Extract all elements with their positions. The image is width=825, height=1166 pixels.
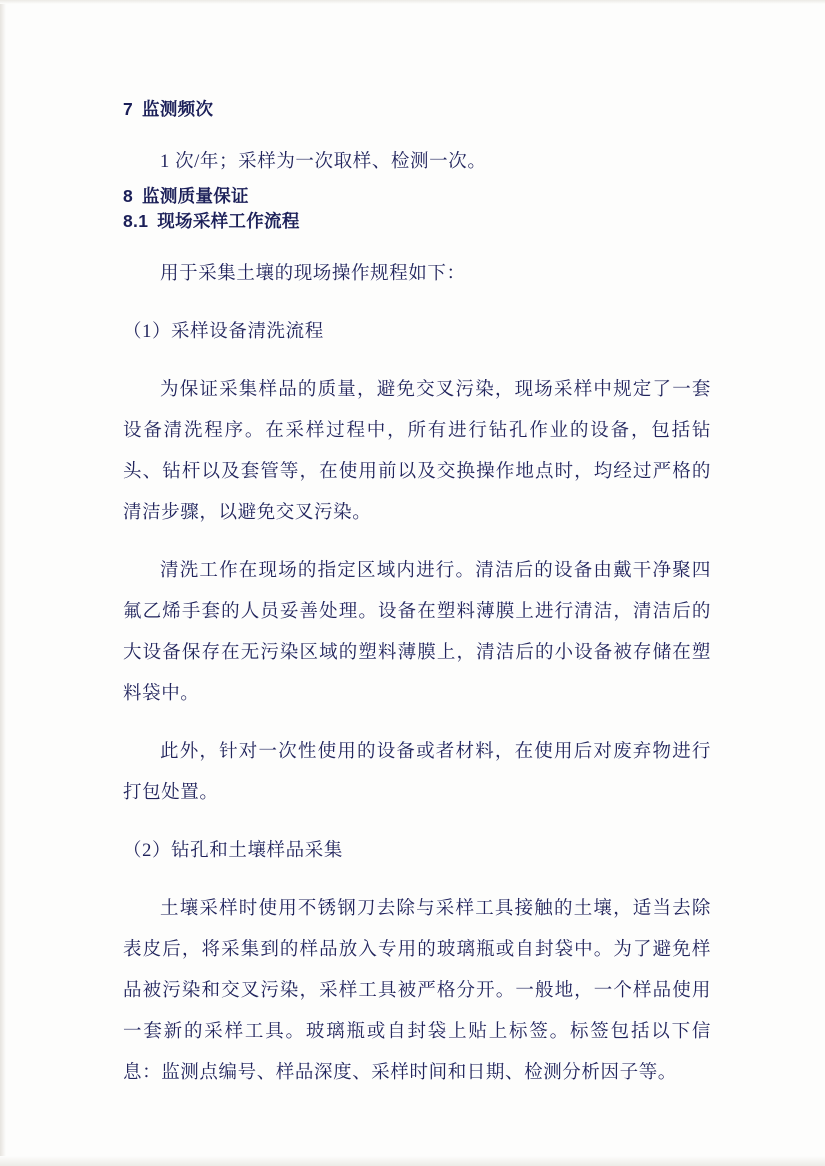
paragraph-8-1-1: 用于采集土壤的现场操作规程如下：	[160, 264, 466, 284]
item-1-paragraph-1: 为保证采集样品的质量，避免交叉污染，现场采样中规定了一套设备清洗程序。在采样过程中，所有进行钻孔作业的设备，包括钻头、钻杆以及套管等，在使用前以及交换操作地点时，均经过严格的清洁步骤，以避免交叉污染。	[123, 380, 711, 523]
section-number-8-1: 8.1	[123, 211, 149, 231]
item-label-1: （1）采样设备清洗流程	[123, 322, 324, 342]
section-title-8: 监测质量保证	[142, 186, 249, 206]
section-title-8-1: 现场采样工作流程	[157, 211, 300, 231]
page-content	[123, 96, 711, 1094]
section-heading-7	[123, 96, 711, 121]
section-number-7: 7	[123, 99, 134, 119]
item-1-paragraph-2: 清洗工作在现场的指定区域内进行。清洁后的设备由戴干净聚四氟乙烯手套的人员妥善处理。设备在塑料薄膜上进行清洁，清洁后的大设备保存在无污染区域的塑料薄膜上，清洁后的小设备被存储在塑料袋中。	[123, 561, 711, 704]
section-number-8: 8	[123, 186, 134, 206]
section-heading-8	[123, 183, 711, 208]
page-edge-top	[0, 0, 825, 4]
item-2-paragraph-1: 土壤采样时使用不锈钢刀去除与采样工具接触的土壤，适当去除表皮后，将采集到的样品放入专用的玻璃瓶或自封袋中。为了避免样品被污染和交叉污染，采样工具被严格分开。一般地，一个样品使用一套新的采样工具。玻璃瓶或自封袋上贴上标签。标签包括以下信息：监测点编号、样品深度、采样时间和日期、检测分析因子等。	[123, 899, 711, 1083]
item-1-paragraph-3: 此外，针对一次性使用的设备或者材料，在使用后对废弃物进行打包处置。	[123, 742, 711, 803]
page-edge-left	[0, 0, 6, 1166]
section-heading-8-1	[123, 208, 711, 233]
paragraph-7-1: 1 次/年；采样为一次取样、检测一次。	[160, 152, 487, 172]
page-edge-bottom	[0, 1156, 825, 1166]
item-label-2: （2）钻孔和土壤样品采集	[123, 841, 343, 861]
section-title-7: 监测频次	[142, 99, 214, 119]
